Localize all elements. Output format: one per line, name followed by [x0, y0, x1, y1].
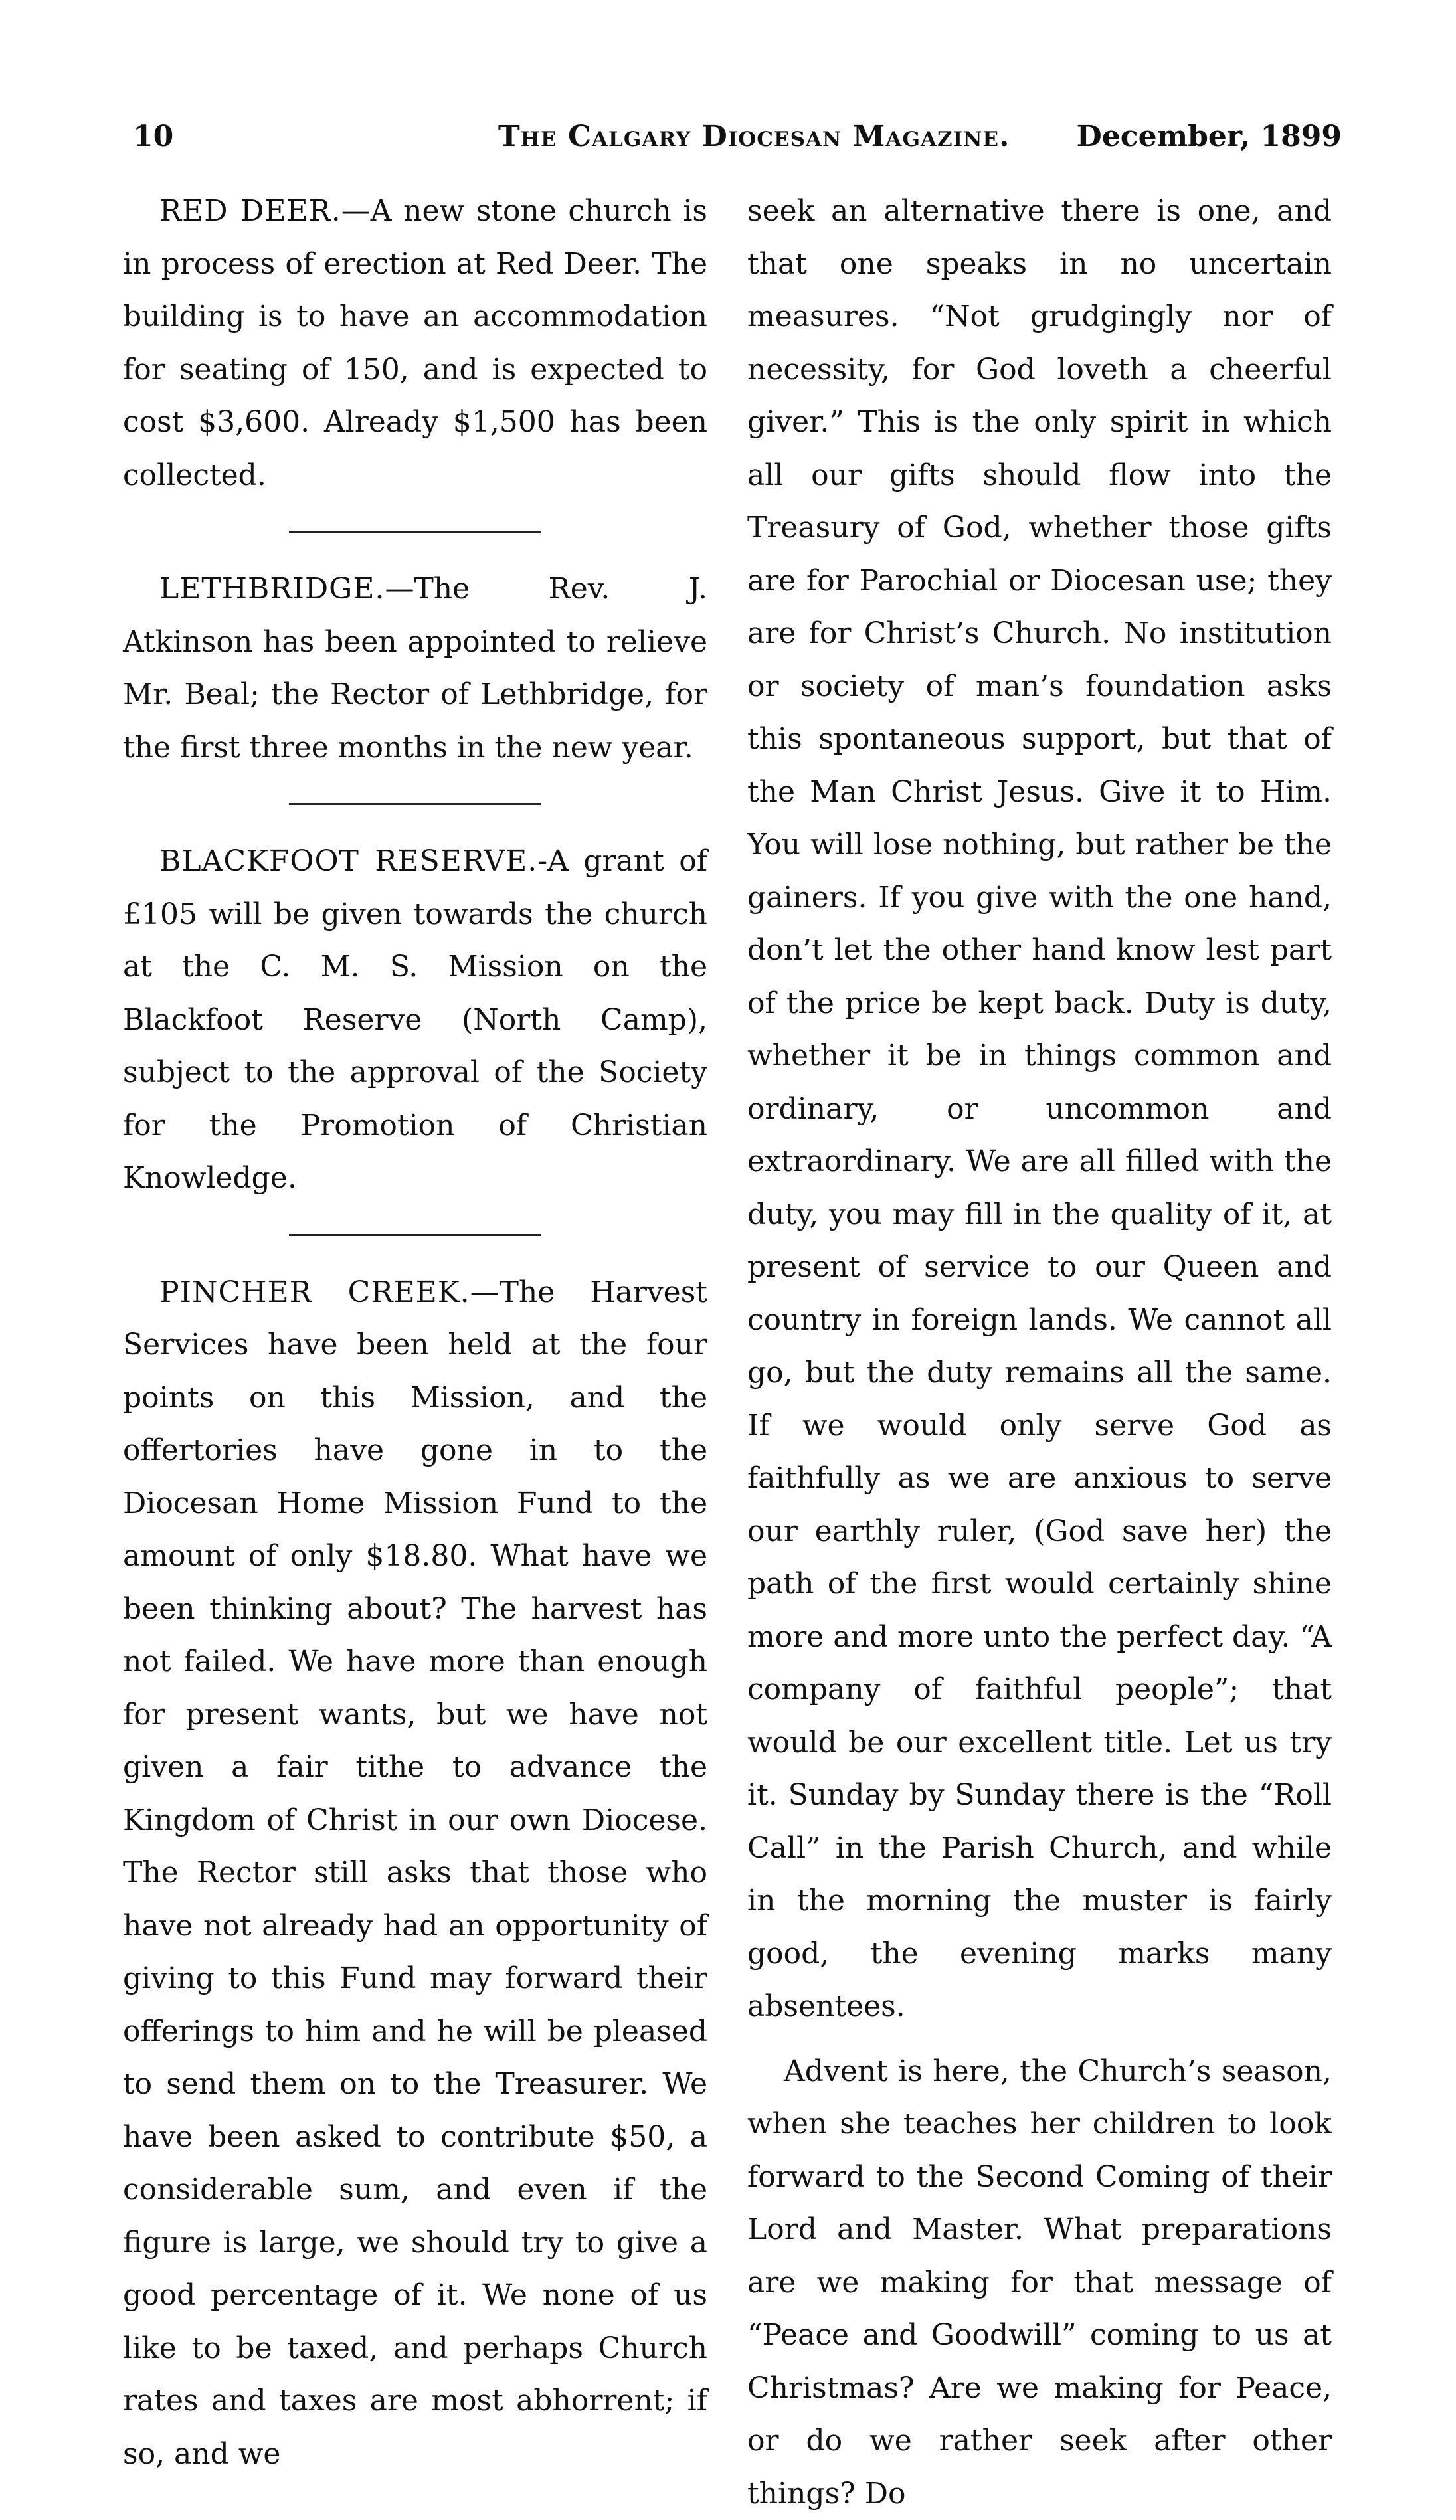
red-deer-paragraph [123, 185, 707, 501]
left-column [123, 185, 707, 2480]
issue-date: December, 1899 [1077, 120, 1342, 153]
running-head [126, 120, 1342, 166]
red-deer-text: —A new stone church is in process of erection at Red Deer. The building is to have an accommodation for seating of 150, and is expected to cost $3,600. Already $1,500 has been collected. [123, 194, 707, 492]
lethbridge-heading: LETHBRIDGE. [159, 572, 385, 606]
section-divider [289, 803, 541, 805]
blackfoot-text: -A grant of £105 will be given towards the church at the C. M. S. Mission on the Blackfoot Reserve (North Camp), subject to the approval of the Society for the Promotion of Christian Knowledge. [123, 844, 707, 1195]
section-divider [289, 1234, 541, 1236]
section-divider [289, 531, 541, 533]
red-deer-heading: RED DEER. [159, 194, 341, 228]
lethbridge-text: —The Rev. J. Atkinson has been appointed to relieve Mr. Beal; the Rector of Lethbridge, for the first three months in the new year. [123, 572, 707, 765]
right-column [747, 185, 1332, 2520]
lethbridge-paragraph [123, 563, 707, 774]
magazine-title: The Calgary Diocesan Magazine. [498, 120, 1010, 153]
pincher-creek-text: —The Harvest Services have been held at the four points on this Mission, and the offertories have gone in to the Diocesan Home Mission Fund to the amount of only $18.80. What have we been thinking about? The harvest has not failed. We have more than enough for present wants, but we have not given a fair tithe to advance the Kingdom of Christ in our own Diocese. The Rector still asks that those who have not already had an opportunity of giving to this Fund may forward their offerings to him and he will be pleased to send them on to the Treasurer. We have been asked to contribute $50, a considerable sum, and even if the figure is large, we should try to give a good percentage of it. We none of us like to be taxed, and perhaps Church rates and taxes are most abhorrent; if so, and we [123, 1275, 707, 2471]
blackfoot-heading: BLACKFOOT RESERVE. [159, 844, 537, 878]
advent-paragraph: Advent is here, the Church’s season, when she teaches her children to look forward to the Second Coming of their Lord and Master. What preparations are we making for that message of “Peace and Goodwill” coming to us at Christmas? Are we making for Peace, or do we rather seek after other things? Do [747, 2045, 1332, 2520]
page-number: 10 [133, 120, 173, 153]
pincher-creek-paragraph [123, 1266, 707, 2481]
pincher-creek-heading: PINCHER CREEK. [159, 1275, 470, 1309]
blackfoot-paragraph [123, 835, 707, 1205]
paragraph-gap [747, 2033, 1332, 2045]
giving-paragraph: seek an alternative there is one, and that one speaks in no uncertain measures. “Not grudgingly nor of necessity, for God loveth a cheerful giver.” This is the only spirit in which all our gifts should flow into the Treasury of God, whether those gifts are for Parochial or Diocesan use; they are for Christ’s Church. No institution or society of man’s foundation asks this spontaneous support, but that of the Man Christ Jesus. Give it to Him. You will lose nothing, but rather be the gainers. If you give with the one hand, don’t let the other hand know lest part of the price be kept back. Duty is duty, whether it be in things common and ordinary, or uncommon and extraordinary. We are all filled with the duty, you may fill in the quality of it, at present of service to our Queen and country in foreign lands. We cannot all go, but the duty remains all the same. If we would only serve God as faithfully as we are anxious to serve our earthly ruler, (God save her) the path of the first would certainly shine more and more unto the perfect day. “A company of faithful people”; that would be our excellent title. Let us try it. Sunday by Sunday there is the “Roll Call” in the Parish Church, and while in the morning the muster is fairly good, the evening marks many absentees. [747, 185, 1332, 2033]
